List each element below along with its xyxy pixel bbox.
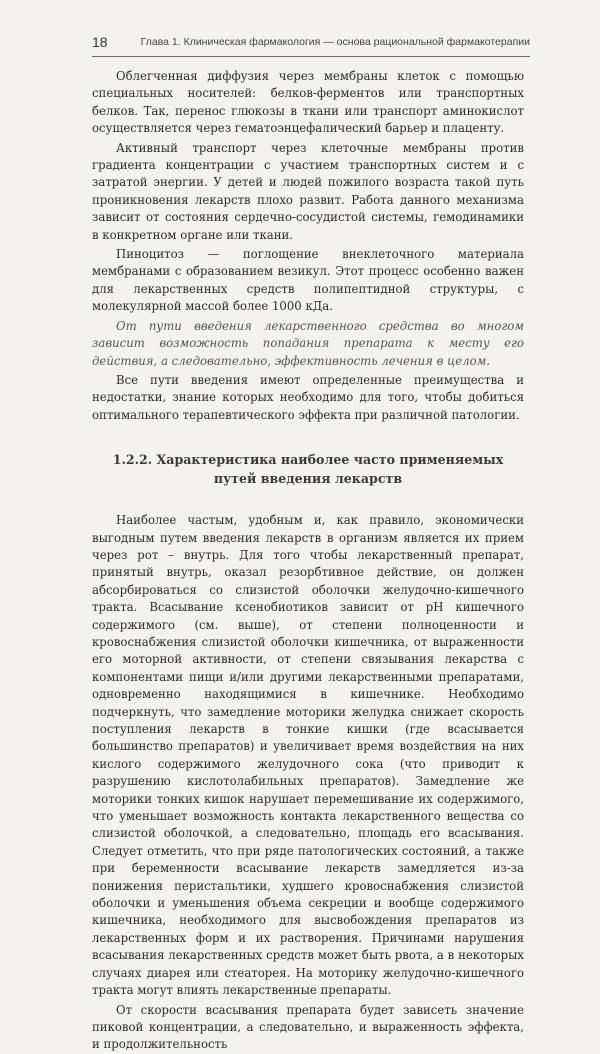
paragraph-facilitated-diffusion: Облегченная диффузия через мембраны клеток с помощью специальных носителей: белков-ферментов или транспортных белков. Так, перенос глюкозы в ткани или транспорт аминокислот осуществляется через гематоэнцефалический барьер и плаценту. [92, 69, 524, 136]
page-body [92, 68, 524, 1054]
section-heading-line-2: путей введения лекарств [213, 471, 403, 487]
paragraph-oral-route: Наиболее частым, удобным и, как правило, экономически выгодным путем введения лекарств в организм является их прием через рот – внутрь. Для того чтобы лекарственный препарат, принятый внутрь, оказал резорбтивное действие, он должен абсорбироваться со слизистой оболочки желудочно-кишечного тракта. Всасывание ксенобиотиков зависит от pH кишечного содержимого (см. выше), от степени полноценности и кровоснабжения слизистой оболочки кишечника, от выраженности его моторной активности, от степени связывания лекарства с компонентами пищи и/или другими лекарственными препаратами, одновременно находящимися в кишечнике. Необходимо подчеркнуть, что замедление моторики желудка снижает скорость поступления лекарств в тонкие кишки (где всасывается большинство препаратов) и увеличивает время воздействия на них кислого содержимого желудочного сока (что приводит к разрушению кислотолабильных препаратов). Замедление же моторики тонких кишок нарушает перемешивание их содержимого, что уменьшает возможность контакта лекарственного вещества со слизистой оболочкой, а следовательно, площадь его всасывания. Следует отметить, что при ряде патологических состояний, а также при беременности всасывание лекарств замедляется из-за понижения перистальтики, худшего кровоснабжения слизистой оболочки и уменьшения объема секреции и вообще содержимого кишечника, необходимого для высвобождения препаратов из лекарственных форм и их растворения. Причинами нарушения всасывания лекарственных средств может быть рвота, а в некоторых случаях диарея или стеаторея. На моторику желудочно-кишечного тракта могут влиять лекарственные препараты. [92, 513, 524, 998]
running-title: Глава 1. Клиническая фармакология — основа рациональной фармакотерапии [140, 36, 530, 48]
page-header [92, 34, 530, 52]
header-divider [92, 56, 530, 57]
page-number: 18 [92, 34, 108, 50]
section-heading [92, 450, 524, 488]
paragraph-routes-advantages: Все пути введения имеют определенные преимущества и недостатки, знание которых необходимо для того, чтобы добиться оптимального терапевтического эффекта при различной патологии. [92, 372, 524, 422]
italic-paragraph: От пути введения лекарственного средства во многом зависит возможность попадания препарата к месту его действия, а следовательно, эффективность лечения в целом. [92, 318, 524, 368]
paragraph-pinocytosis: Пиноцитоз — поглощение внеклеточного материала мембранами с образованием везикул. Этот процесс особенно важен для лекарственных средств полипептидной структуры, с молекулярной массой более 1000 кДа. [92, 247, 524, 314]
paragraph-absorption-rate: От скорости всасывания препарата будет зависеть значение пиковой концентрации, а следовательно, и выраженность эффекта, и продолжительность [92, 1002, 524, 1052]
paragraph-active-transport: Активный транспорт через клеточные мембраны против градиента концентрации с участием транспортных систем и с затратой энергии. У детей и людей пожилого возраста такой путь проникновения лекарств плохо развит. Работа данного механизма зависит от состояния сердечно-сосудистой системы, гемодинамики в конкретном органе или ткани. [92, 140, 524, 242]
section-heading-line-1: 1.2.2. Характеристика наиболее часто применяемых [112, 452, 504, 468]
